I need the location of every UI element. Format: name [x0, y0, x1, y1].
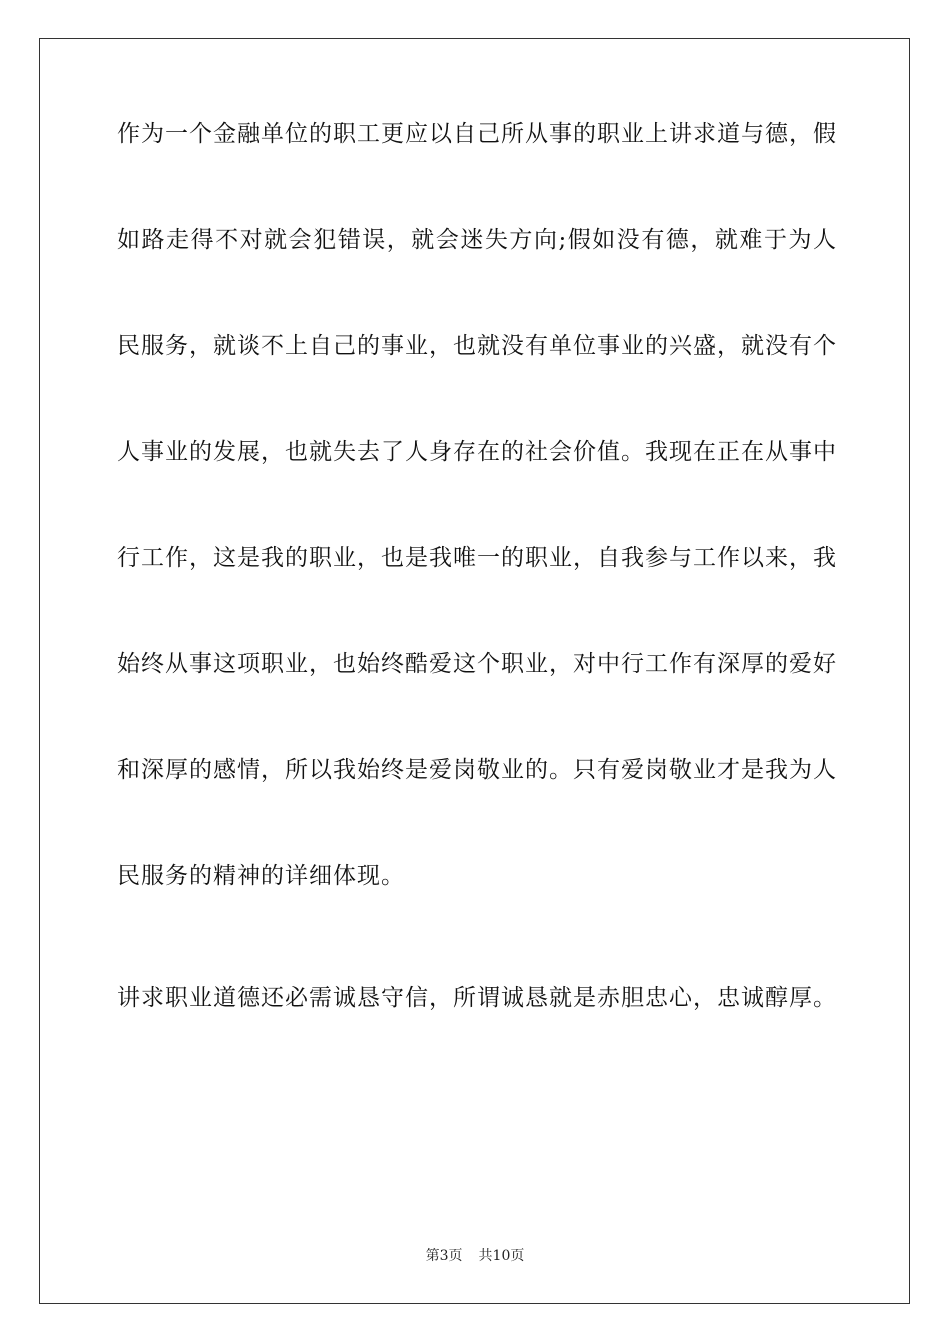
text-line: 讲求职业道德还必需诚恳守信，所谓诚恳就是赤胆忠心，忠诚醇厚。	[117, 985, 837, 1011]
text-line: 行工作，这是我的职业，也是我唯一的职业，自我参与工作以来，我	[117, 545, 837, 571]
text-line: 作为一个金融单位的职工更应以自己所从事的职业上讲求道与德，假	[117, 121, 837, 147]
text-line: 民服务的精神的详细体现。	[117, 863, 405, 889]
text-line: 始终从事这项职业，也始终酷爱这个职业，对中行工作有深厚的爱好	[117, 651, 837, 677]
text-line: 民服务，就谈不上自己的事业，也就没有单位事业的兴盛，就没有个	[117, 333, 837, 359]
page-number: 第3页	[425, 1248, 463, 1264]
page-total: 共10页	[478, 1248, 525, 1264]
text-line: 人事业的发展，也就失去了人身存在的社会价值。我现在正在从事中	[117, 439, 837, 465]
text-line: 如路走得不对就会犯错误，就会迷失方向;假如没有德，就难于为人	[117, 227, 837, 253]
page-footer	[0, 1247, 950, 1265]
document-body	[117, 118, 837, 1088]
text-line: 和深厚的感情，所以我始终是爱岗敬业的。只有爱岗敬业才是我为人	[117, 757, 837, 783]
